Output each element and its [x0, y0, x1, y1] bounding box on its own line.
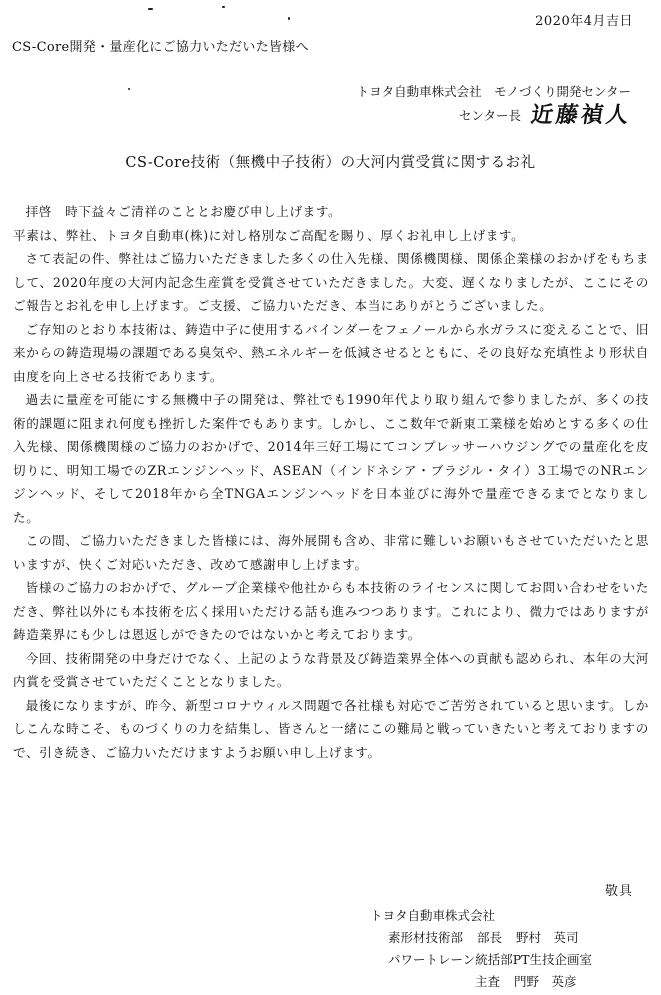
footer-signatory-1 [370, 927, 592, 949]
body-paragraph: ご存知のとおり本技術は、鋳造中子に使用するバインダーをフェノールから水ガラスに変えることで、旧来からの鋳造現場の課題である臭気や、熱エネルギーを低減させるとともに、その良好な充填性より形状自由度を向上させる技術であります。 [13, 321, 649, 384]
body-paragraph: 最後になりますが、昨今、新型コロナウィルス問題で各社様も対応でご苦労されていると思います。しかしこんな時こそ、ものづくりの力を結集し、皆さんと一緒にこの難局と戦っていきたいと考えておりますので、引き続き、ご協力いただけますようお願い申し上げます。 [13, 697, 649, 760]
footer-dept1: 素形材技術部 [388, 930, 464, 945]
footer-dept2-position: 主査 [475, 974, 501, 989]
scan-speck [288, 17, 290, 20]
sender-block [357, 80, 631, 128]
footer-dept2-name: 門野 英彦 [514, 974, 577, 989]
body-paragraph: さて表記の件、弊社はご協力いただきました多くの仕入先様、関係機関様、関係企業様のおかげをもちまして、2020年度の大河内記念生産賞を受賞させていただきました。大変、遅くなりましたが、ここにそのご報告とお礼を申し上げます。ご支援、ご協力いただき、本当にありがとうございました。 [13, 251, 649, 313]
footer-dept1-position: 部長 [477, 930, 503, 945]
footer-signatories [370, 905, 592, 993]
letter-body [13, 200, 649, 764]
scan-speck [128, 88, 130, 90]
closing-word: 敬具 [604, 884, 633, 899]
sender-title: センター長 [458, 108, 521, 123]
body-paragraph: この間、ご協力いただきました皆様には、海外展開も含め、非常に難しいお願いもさせていただいたと思いますが、快くご対応いただき、改めて感謝申し上げます。 [13, 533, 649, 572]
sender-title-row [357, 104, 631, 128]
scan-speck [222, 6, 225, 8]
letter-subject: CS-Core技術（無機中子技術）の大河内賞受賞に関するお礼 [125, 155, 536, 171]
scan-speck [148, 8, 153, 10]
footer-dept1-name: 野村 英司 [516, 930, 579, 945]
footer-dept2: パワートレーン統括部PT生技企画室 [388, 952, 592, 967]
footer-company: トヨタ自動車株式会社 [370, 908, 496, 923]
body-paragraph: 皆様のご協力のおかげで、グループ企業様や他社からも本技術のライセンスに関してお問い合わせをいただき、弊社以外にも本技術を広く採用いただける話も進みつつあります。これにより、微力ではありますが鋳造業界にも少しは恩返しができたのではないかと考えております。 [13, 580, 649, 642]
body-paragraph: 拝啓 時下益々ご清祥のこととお慶び申し上げます。 [25, 204, 342, 219]
sender-signature: 近藤禎人 [529, 103, 633, 128]
body-paragraph: 平素は、弊社、トヨタ自動車(株)に対し格別なご高配を賜り、厚くお礼申し上げます。 [13, 227, 525, 243]
letter-date: 2020年4月吉日 [535, 14, 633, 29]
sender-organization: トヨタ自動車株式会社 モノづくり開発センター [356, 84, 631, 99]
addressee-line: CS-Core開発・量産化にご協力いただいた皆様へ [12, 40, 309, 55]
body-paragraph: 過去に量産を可能にする無機中子の開発は、弊社でも1990年代より取り組んで参りましたが、多くの技術的課題に阻まれ何度も挫折した案件でもあります。しかし、ここ数年で新東工業様を始めとする多くの仕入先様、関係機関様のご協力のおかげで、2014年三好工場にてコンプレッサーハウジングでの量産化を皮切りに、明知工場でのZRエンジンヘッド、ASEAN（インドネシア・ブラジル・タイ）3工場でのNRエンジンヘッド、そして2018年から全TNGAエンジンヘッドを日本並びに海外で量産できるまでとなりました。 [13, 392, 649, 525]
footer-signatory-2 [370, 971, 592, 993]
body-paragraph: 今回、技術開発の中身だけでなく、上記のような背景及び鋳造業界全体への貢献も認められ、本年の大河内賞を受賞させていただくこととなりました。 [13, 650, 649, 689]
